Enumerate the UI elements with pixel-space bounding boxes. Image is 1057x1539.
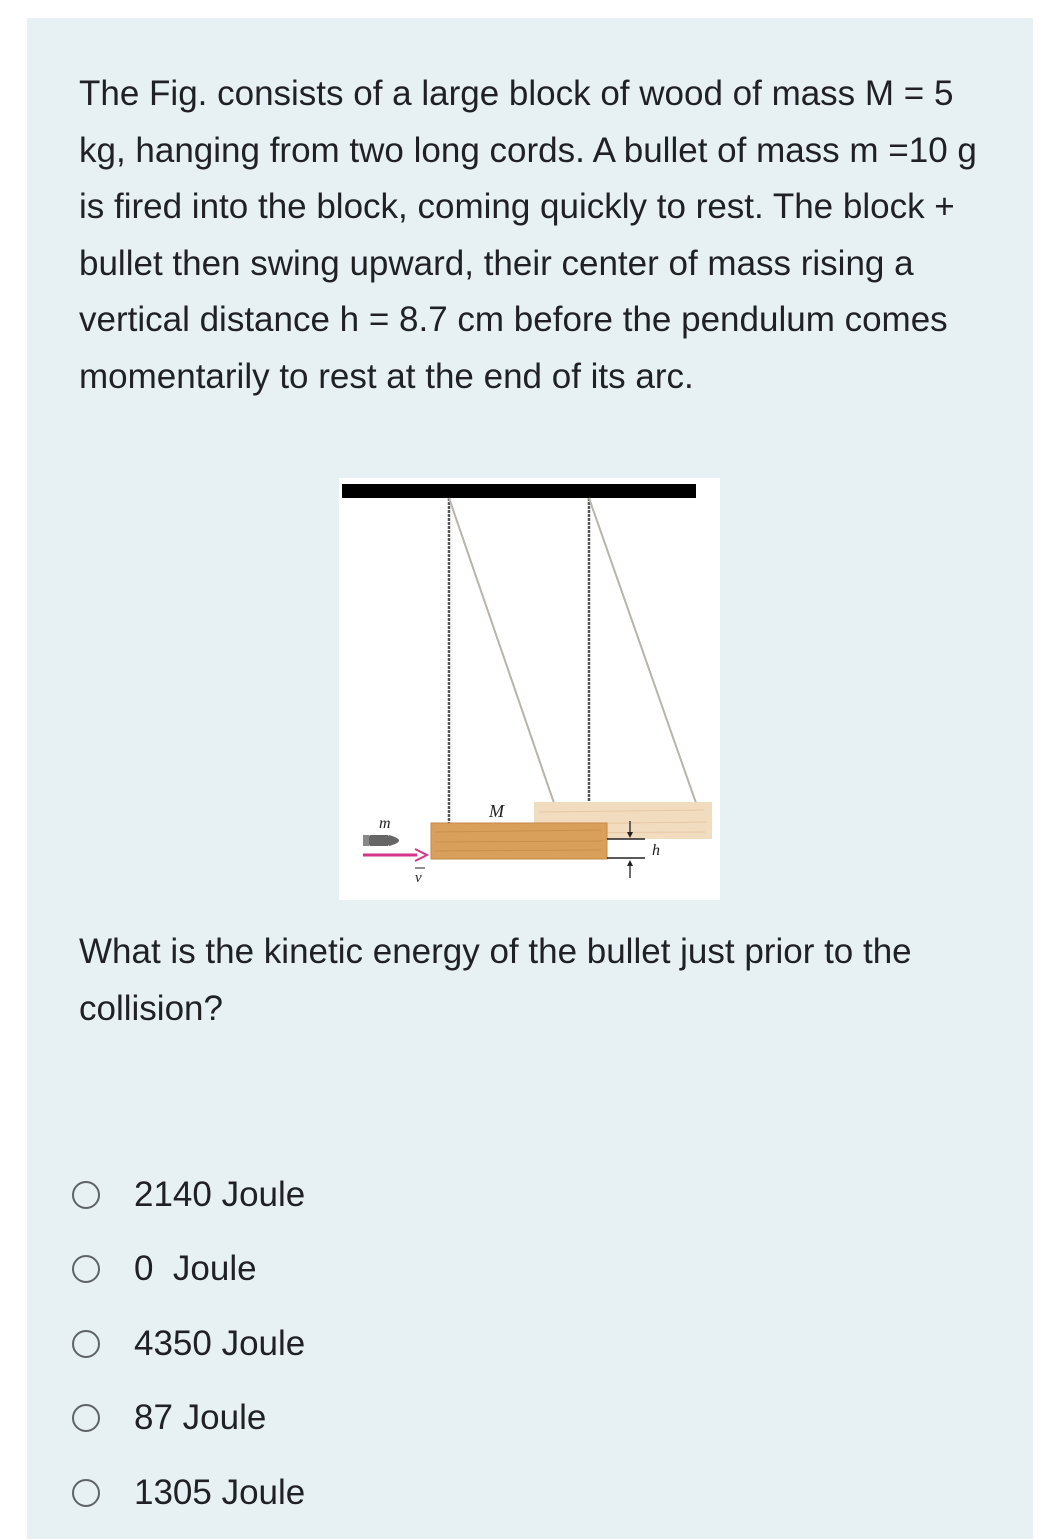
option-5[interactable]: [68, 1468, 305, 1518]
right-cord-swung: [589, 498, 696, 803]
bullet: [369, 835, 389, 846]
option-label: 1305 Joule: [134, 1473, 306, 1512]
radio-button[interactable]: [72, 1404, 100, 1432]
left-cord-swung: [449, 498, 554, 803]
label-height-h: h: [652, 842, 660, 859]
question-card: [27, 18, 1033, 1539]
question-text: The Fig. consists of a large block of wood of mass M = 5 kg, hanging from two long cords. A bullet of mass m =10 g is fired into the block, coming quickly to rest. The block + bullet then swing upward, their center of mass rising a vertical distance h = 8.7 cm before the pendulum comes momentarily to rest at the end of its arc.: [79, 74, 977, 396]
prompt-text: What is the kinetic energy of the bullet just prior to the collision?: [79, 932, 912, 1028]
radio-button[interactable]: [72, 1330, 100, 1358]
option-label: 2140 Joule: [134, 1175, 306, 1214]
label-mass-M: M: [489, 801, 504, 821]
option-label: 4350 Joule: [134, 1324, 306, 1363]
radio-button[interactable]: [72, 1181, 100, 1209]
ballistic-pendulum-figure: [339, 478, 720, 900]
option-4[interactable]: [68, 1393, 266, 1443]
label-velocity-v: v: [415, 870, 422, 886]
radio-button[interactable]: [72, 1479, 100, 1507]
option-2[interactable]: [68, 1244, 257, 1294]
label-mass-m: m: [379, 815, 391, 832]
option-1[interactable]: [68, 1170, 305, 1220]
option-3[interactable]: [68, 1319, 305, 1369]
option-label: 0 Joule: [134, 1249, 257, 1288]
radio-button[interactable]: [72, 1255, 100, 1283]
ceiling-bar: [342, 484, 696, 498]
option-label: 87 Joule: [134, 1398, 267, 1437]
